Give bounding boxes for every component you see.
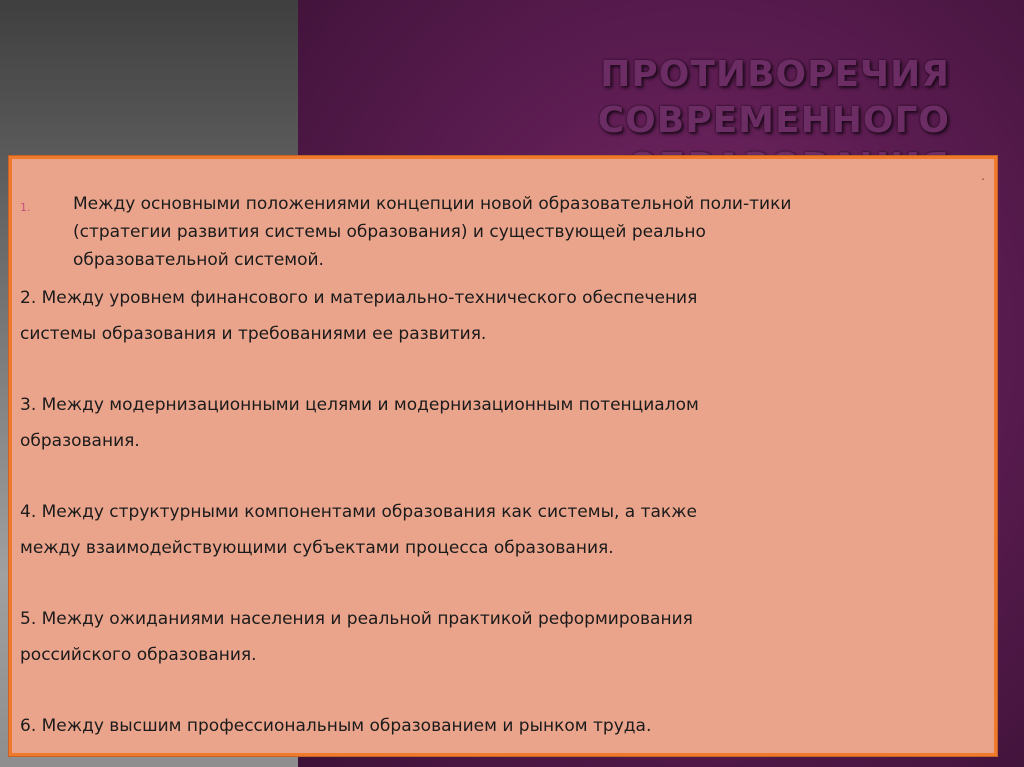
list-item-6-line-1: 6. Между высшим профессиональным образованием и рынком труда.	[20, 716, 652, 736]
list-item-5-line-2: российского образования.	[20, 645, 257, 665]
corner-dot: .	[981, 169, 985, 183]
list-item-2-line-1: 2. Между уровнем финансового и материально-технического обеспечения	[20, 288, 698, 308]
list-item-1-line-1: Между основными положениями концепции новой образовательной поли-тики	[73, 194, 792, 214]
list-item-4	[20, 494, 970, 566]
list-item-3-line-2: образования.	[20, 431, 140, 451]
list-item-3	[20, 387, 970, 459]
slide-title-line-1: ПРОТИВОРЕЧИЯ СОВРЕМЕННОГО	[597, 54, 950, 141]
list-item-5-line-1: 5. Между ожиданиями населения и реальной практикой реформирования	[20, 609, 693, 629]
list-item-1-line-3: образовательной системой.	[73, 250, 324, 270]
content-box	[9, 156, 997, 756]
list-item-1-line-2: (стратегии развития системы образования) и существующей реально	[73, 222, 706, 242]
list-item-6	[20, 708, 970, 744]
list-item-2-line-2: системы образования и требованиями ее развития.	[20, 324, 487, 344]
list-item-1-text	[73, 190, 960, 274]
list-item-2	[20, 280, 970, 352]
list-item-3-line-1: 3. Между модернизационными целями и модернизационным потенциалом	[20, 395, 699, 415]
list-item-1	[20, 190, 960, 274]
list-item-4-line-2: между взаимодействующими субъектами процесса образования.	[20, 538, 614, 558]
list-item-5	[20, 601, 970, 673]
list-item-1-number: 1.	[20, 201, 31, 214]
list-item-4-line-1: 4. Между структурными компонентами образования как системы, а также	[20, 502, 697, 522]
